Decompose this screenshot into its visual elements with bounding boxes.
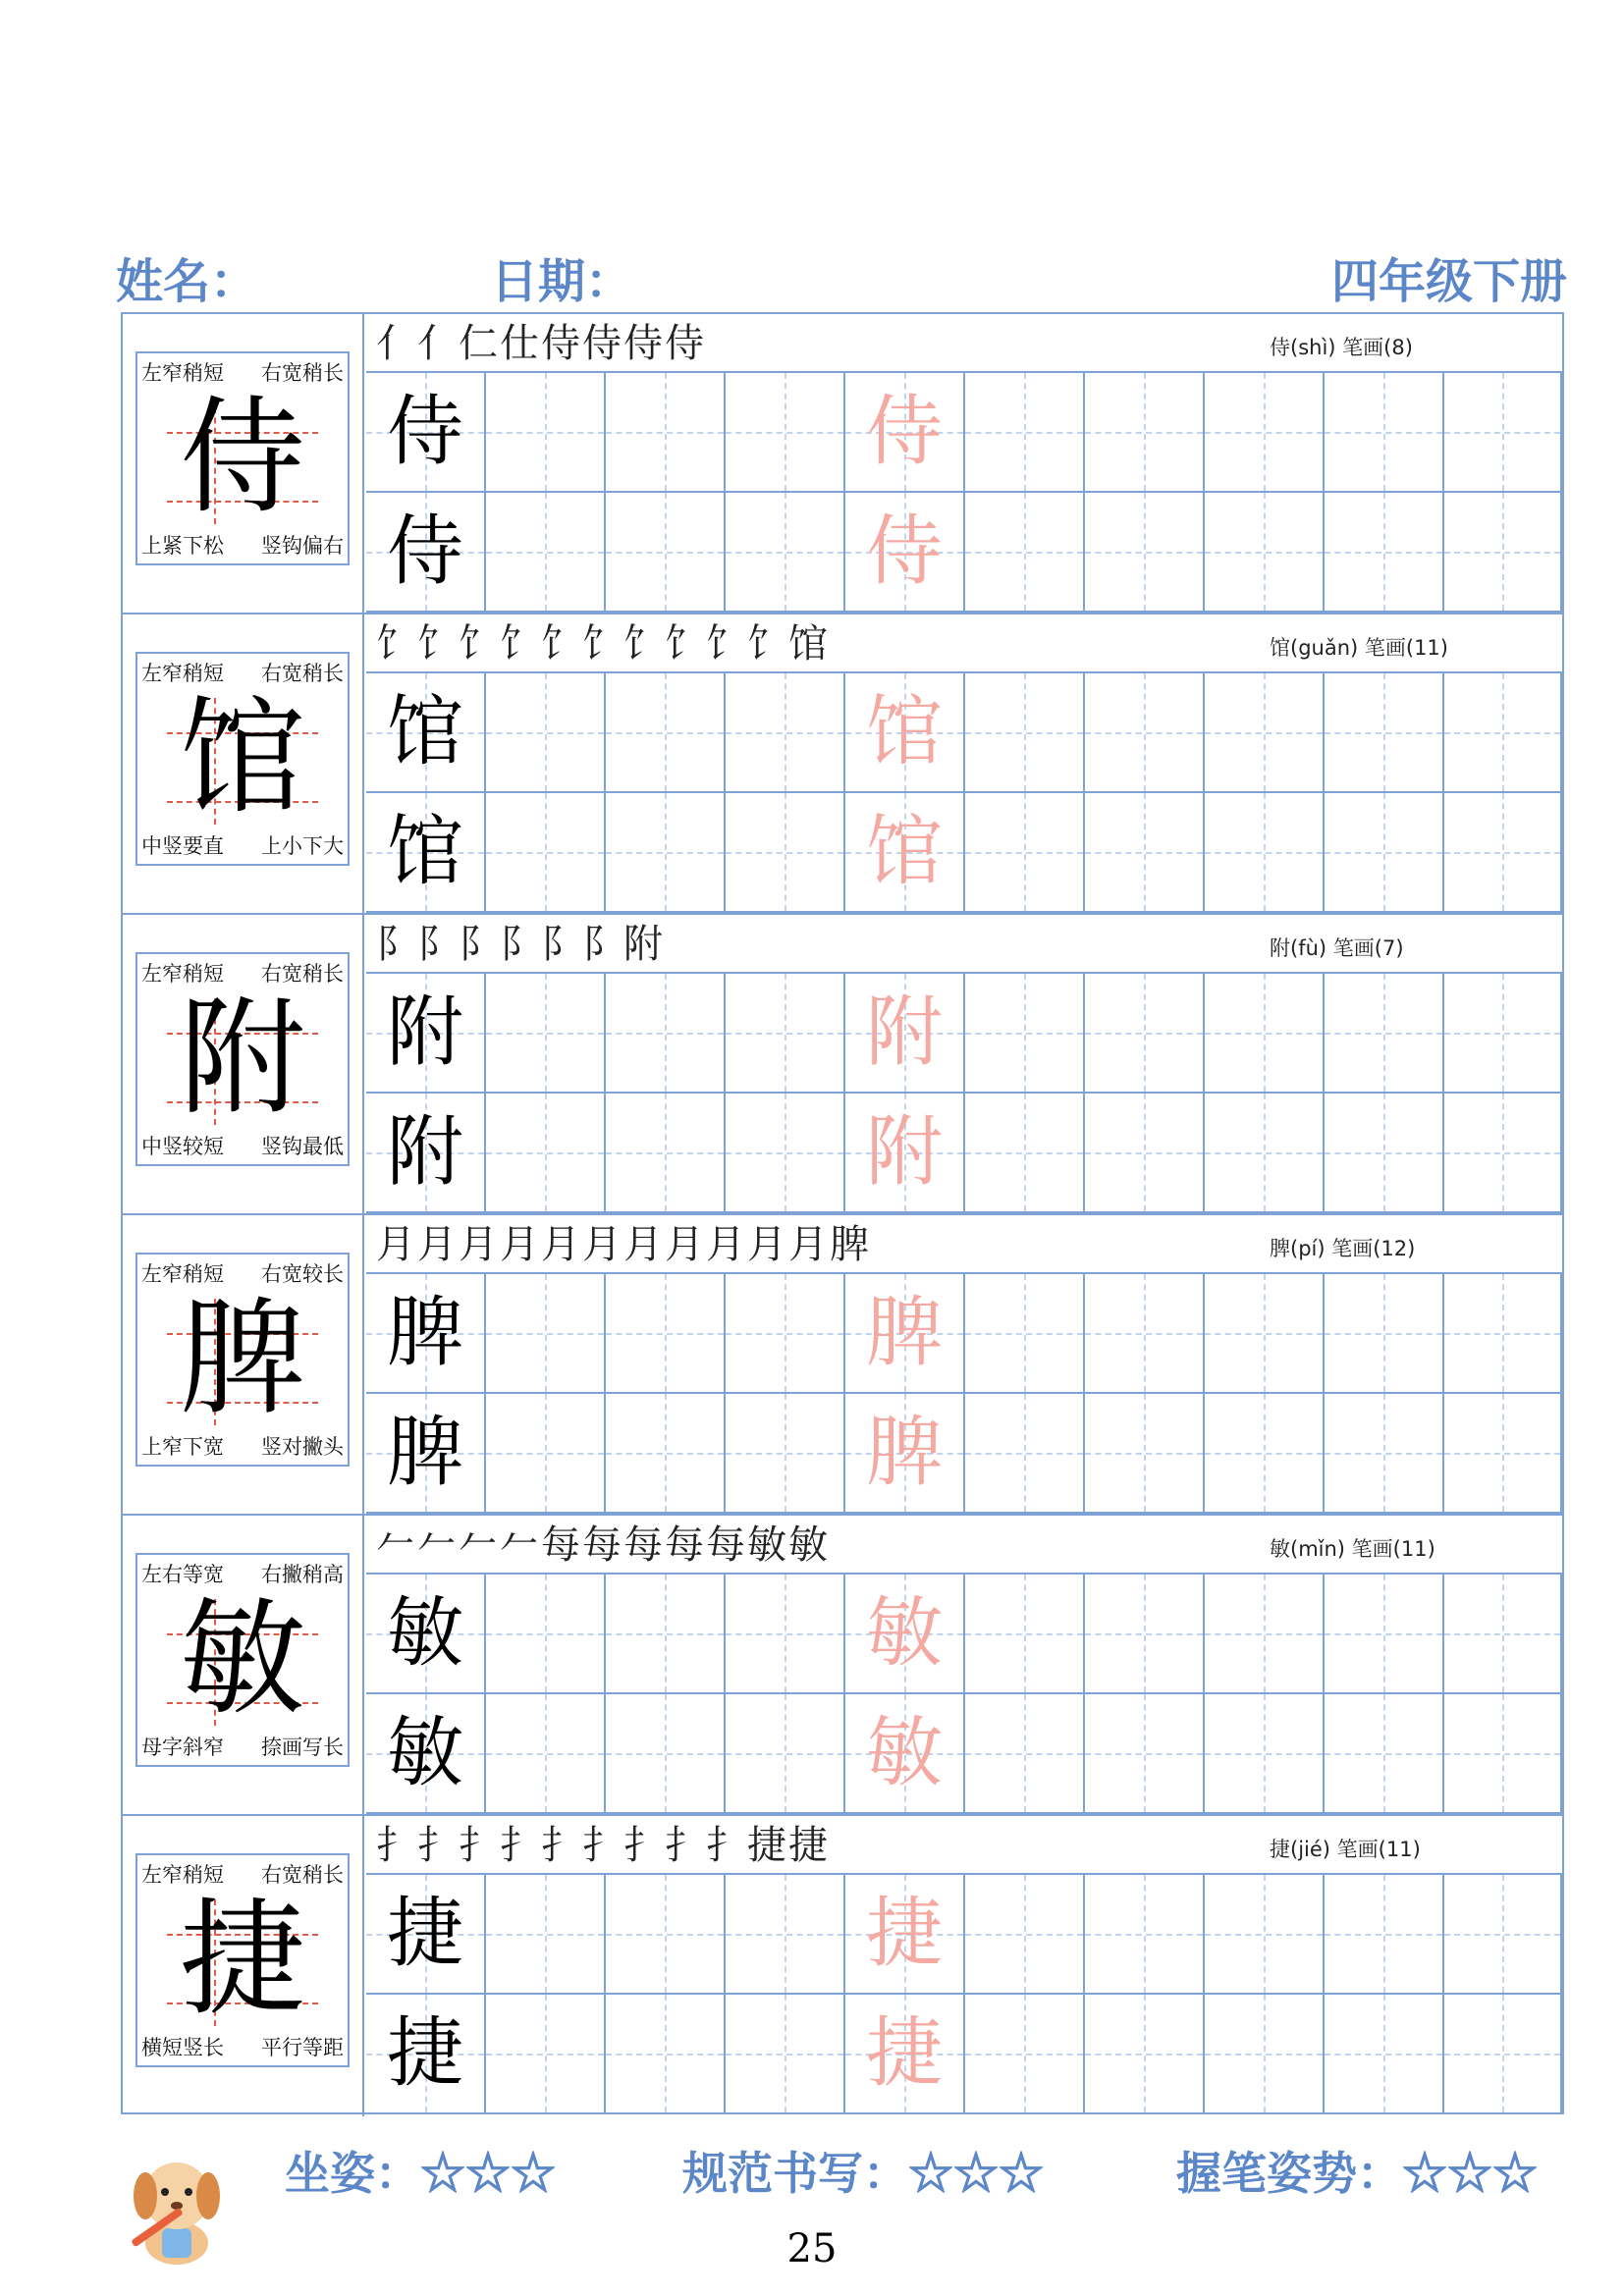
tian-grid-cell[interactable] — [1085, 673, 1205, 793]
example-character: 敏 — [386, 1589, 463, 1678]
stroke-sequence — [376, 320, 706, 367]
tian-grid-cell[interactable] — [1444, 373, 1562, 493]
tian-grid-cell[interactable] — [366, 1575, 486, 1694]
tian-grid-cell[interactable] — [1325, 673, 1444, 793]
tian-grid-cell[interactable] — [1325, 1094, 1444, 1213]
tian-grid-cell[interactable] — [726, 1694, 845, 1814]
stroke-step: 月 — [541, 1222, 582, 1267]
tian-grid-cell[interactable] — [1085, 373, 1205, 493]
model-character: 捷 — [179, 1887, 305, 2033]
tian-grid-cell[interactable] — [1205, 1575, 1325, 1694]
character-row — [123, 1516, 1562, 1816]
practice-grid — [366, 673, 1562, 913]
trace-character: 附 — [865, 988, 943, 1077]
tian-grid-cell[interactable] — [486, 793, 606, 913]
writing-tip: 横短竖长 — [141, 2036, 224, 2059]
tian-grid-cell[interactable] — [366, 974, 486, 1094]
example-character: 脾 — [386, 1289, 463, 1377]
tian-grid-cell[interactable] — [486, 493, 606, 613]
practice-sheet — [121, 312, 1564, 2114]
tian-grid-cell[interactable] — [606, 793, 726, 913]
example-character: 捷 — [386, 2009, 463, 2098]
model-card — [135, 1253, 350, 1467]
trace-character: 侍 — [865, 507, 943, 596]
tian-grid-cell[interactable] — [965, 1274, 1085, 1394]
tian-grid-cell[interactable] — [965, 1094, 1085, 1213]
tian-grid-cell[interactable] — [1085, 1694, 1205, 1814]
example-character: 侍 — [386, 507, 463, 596]
tian-grid-cell[interactable] — [845, 1094, 965, 1213]
model-character: 侍 — [179, 385, 305, 531]
writing-tip: 左窄稍短 — [141, 962, 224, 986]
tian-grid-cell[interactable] — [606, 1875, 726, 1995]
tian-grid-cell[interactable] — [1325, 1274, 1444, 1394]
practice-grid — [366, 974, 1562, 1213]
tian-grid-cell[interactable] — [845, 373, 965, 493]
writing-tip: 竖钩最低 — [261, 1135, 344, 1158]
trace-character: 脾 — [865, 1409, 943, 1497]
stroke-order-bar — [366, 314, 1562, 373]
tian-grid-cell[interactable] — [1205, 1394, 1325, 1514]
model-panel — [123, 1215, 364, 1514]
tian-grid-cell[interactable] — [726, 1575, 845, 1694]
writing-tip: 中竖较短 — [141, 1135, 224, 1158]
tian-grid-cell[interactable] — [965, 1875, 1085, 1995]
stroke-step: 扌 — [623, 1823, 665, 1868]
tian-grid-cell[interactable] — [965, 1995, 1085, 2114]
tian-grid-cell[interactable] — [1325, 493, 1444, 613]
tian-grid-cell[interactable] — [1205, 1274, 1325, 1394]
tian-grid-cell[interactable] — [366, 1694, 486, 1814]
model-character: 脾 — [179, 1286, 305, 1432]
stroke-step: 月 — [665, 1222, 706, 1267]
stroke-step: 每 — [541, 1522, 582, 1568]
tian-grid-cell[interactable] — [1205, 1875, 1325, 1995]
example-character: 敏 — [386, 1709, 463, 1797]
tian-grid-cell[interactable] — [366, 673, 486, 793]
sitting-stars[interactable]: ☆☆☆ — [420, 2147, 556, 2200]
model-card — [135, 351, 350, 565]
tian-grid-cell[interactable] — [1444, 1094, 1562, 1213]
stroke-step: 饣 — [665, 621, 706, 667]
writing-tip: 右宽较长 — [261, 1262, 344, 1286]
example-character: 捷 — [386, 1890, 463, 1978]
stroke-step: 月 — [706, 1222, 747, 1267]
writing-tip: 左窄稍短 — [141, 1262, 224, 1286]
tian-grid-cell[interactable] — [845, 1575, 965, 1694]
stroke-step: 饣 — [459, 621, 500, 667]
practice-grid — [366, 1575, 1562, 1814]
stroke-step: 每 — [582, 1522, 623, 1568]
tian-grid-cell[interactable] — [726, 373, 845, 493]
model-panel — [123, 1816, 364, 2116]
tian-grid-cell[interactable] — [726, 1995, 845, 2114]
tian-grid-cell[interactable] — [1444, 673, 1562, 793]
trace-character: 敏 — [865, 1589, 943, 1678]
stroke-step: 阝 — [541, 922, 582, 967]
tian-grid-cell[interactable] — [845, 493, 965, 613]
writing-tip: 平行等距 — [261, 2036, 344, 2059]
grip-rating — [1176, 2138, 1538, 2203]
tian-grid-cell[interactable] — [1444, 793, 1562, 913]
tian-grid-cell[interactable] — [1085, 1575, 1205, 1694]
tian-grid-cell[interactable] — [1205, 493, 1325, 613]
practice-grid — [366, 1274, 1562, 1514]
grip-stars[interactable]: ☆☆☆ — [1402, 2147, 1538, 2200]
character-row — [123, 1816, 1562, 2116]
pinyin-stroke-count: 附(fù) 笔画(7) — [1270, 936, 1404, 960]
stroke-step: 敏 — [747, 1522, 788, 1568]
stroke-step: 饣 — [376, 621, 417, 667]
grade-label: 四年级下册 — [1330, 254, 1567, 309]
tian-grid-cell[interactable] — [726, 793, 845, 913]
character-row — [123, 915, 1562, 1215]
tian-grid-cell[interactable] — [606, 974, 726, 1094]
stroke-order-bar — [366, 614, 1562, 673]
sitting-label: 坐姿： — [285, 2147, 420, 2200]
writing-tip: 上小下大 — [261, 834, 344, 858]
stroke-step: 阝 — [500, 922, 541, 967]
stroke-step: 饣 — [747, 621, 788, 667]
stroke-step: 扌 — [459, 1823, 500, 1868]
example-character: 附 — [386, 988, 463, 1077]
stroke-step: 阝 — [376, 922, 417, 967]
stroke-sequence — [376, 921, 665, 968]
trace-character: 附 — [865, 1108, 943, 1197]
pinyin-stroke-count: 侍(shì) 笔画(8) — [1270, 336, 1413, 359]
stroke-step: 月 — [417, 1222, 459, 1267]
tian-grid-cell[interactable] — [1444, 1394, 1562, 1514]
model-card — [135, 1553, 350, 1767]
example-character: 馆 — [386, 808, 463, 896]
trace-character: 侍 — [865, 388, 943, 476]
writing-stars[interactable]: ☆☆☆ — [908, 2147, 1044, 2200]
tian-grid-cell[interactable] — [965, 1394, 1085, 1514]
tian-grid-cell[interactable] — [1444, 1575, 1562, 1694]
tian-grid-cell[interactable] — [1325, 793, 1444, 913]
stroke-step: 饣 — [582, 621, 623, 667]
stroke-step: 每 — [706, 1522, 747, 1568]
date-label: 日期： — [491, 254, 633, 309]
tian-grid-cell[interactable] — [845, 1274, 965, 1394]
tian-grid-cell[interactable] — [1325, 373, 1444, 493]
tian-grid-cell[interactable] — [845, 1394, 965, 1514]
tian-grid-cell[interactable] — [366, 493, 486, 613]
stroke-step: 𠂉 — [417, 1522, 459, 1568]
model-character: 敏 — [179, 1586, 305, 1733]
pinyin-stroke-count: 脾(pí) 笔画(12) — [1270, 1237, 1416, 1260]
stroke-step: 饣 — [500, 621, 541, 667]
character-row — [123, 614, 1562, 915]
stroke-step: 月 — [623, 1222, 665, 1267]
stroke-step: 𠂉 — [376, 1522, 417, 1568]
tian-grid-cell[interactable] — [845, 1995, 965, 2114]
stroke-step: 侍 — [623, 321, 665, 366]
tian-grid-cell[interactable] — [965, 793, 1085, 913]
tian-grid-cell[interactable] — [366, 793, 486, 913]
stroke-step: 月 — [500, 1222, 541, 1267]
tian-grid-cell[interactable] — [1444, 1995, 1562, 2114]
tian-grid-cell[interactable] — [1325, 1694, 1444, 1814]
stroke-order-bar — [366, 1215, 1562, 1274]
stroke-step: 侍 — [582, 321, 623, 366]
trace-character: 馆 — [865, 688, 943, 776]
tian-grid-cell[interactable] — [1325, 1995, 1444, 2114]
model-card — [135, 652, 350, 866]
sitting-rating — [285, 2138, 556, 2203]
tian-grid-cell[interactable] — [366, 1995, 486, 2114]
tian-grid-cell[interactable] — [726, 673, 845, 793]
name-label: 姓名： — [116, 254, 258, 309]
stroke-step: 脾 — [830, 1222, 871, 1267]
stroke-step: 扌 — [376, 1823, 417, 1868]
tian-grid-cell[interactable] — [1205, 1694, 1325, 1814]
stroke-step: 侍 — [665, 321, 706, 366]
pinyin-stroke-count: 馆(guǎn) 笔画(11) — [1270, 636, 1448, 660]
stroke-order-bar — [366, 1516, 1562, 1575]
model-panel — [123, 614, 364, 913]
tian-grid-cell[interactable] — [845, 974, 965, 1094]
writing-tip: 母字斜窄 — [141, 1735, 224, 1759]
writing-tip: 竖钩偏右 — [261, 534, 344, 558]
tian-grid-cell[interactable] — [606, 1995, 726, 2114]
model-card — [135, 952, 350, 1166]
writing-tip: 中竖要直 — [141, 834, 224, 858]
stroke-sequence — [376, 1822, 830, 1869]
tian-grid-cell[interactable] — [965, 673, 1085, 793]
tian-grid-cell[interactable] — [845, 673, 965, 793]
writing-tip: 左窄稍短 — [141, 1863, 224, 1887]
stroke-step: 扌 — [665, 1823, 706, 1868]
tian-grid-cell[interactable] — [1205, 673, 1325, 793]
practice-grid — [366, 373, 1562, 613]
writing-tip: 上紧下松 — [141, 534, 224, 558]
tian-grid-cell[interactable] — [1085, 1274, 1205, 1394]
model-character: 附 — [179, 986, 305, 1132]
model-character: 馆 — [179, 685, 305, 831]
tian-grid-cell[interactable] — [1205, 974, 1325, 1094]
stroke-order-bar — [366, 915, 1562, 974]
example-character: 脾 — [386, 1409, 463, 1497]
tian-grid-cell[interactable] — [486, 1274, 606, 1394]
tian-grid-cell[interactable] — [1085, 1094, 1205, 1213]
grip-label: 握笔姿势： — [1176, 2147, 1402, 2200]
tian-grid-cell[interactable] — [1444, 1274, 1562, 1394]
writing-tip: 上窄下宽 — [141, 1435, 224, 1459]
tian-grid-cell[interactable] — [1444, 974, 1562, 1094]
tian-grid-cell[interactable] — [965, 373, 1085, 493]
stroke-step: 阝 — [582, 922, 623, 967]
tian-grid-cell[interactable] — [726, 1094, 845, 1213]
tian-grid-cell[interactable] — [1444, 1875, 1562, 1995]
tian-grid-cell[interactable] — [1325, 1394, 1444, 1514]
tian-grid-cell[interactable] — [486, 1575, 606, 1694]
trace-character: 敏 — [865, 1709, 943, 1797]
writing-tip: 左窄稍短 — [141, 662, 224, 685]
stroke-step: 扌 — [582, 1823, 623, 1868]
stroke-step: 亻 — [417, 321, 459, 366]
writing-tip: 右宽稍长 — [261, 962, 344, 986]
tian-grid-cell[interactable] — [726, 493, 845, 613]
stroke-order-bar — [366, 1816, 1562, 1875]
stroke-step: 捷 — [788, 1823, 830, 1868]
tian-grid-cell[interactable] — [1444, 493, 1562, 613]
tian-grid-cell[interactable] — [1205, 1094, 1325, 1213]
stroke-step: 饣 — [623, 621, 665, 667]
stroke-step: 馆 — [788, 621, 830, 667]
tian-grid-cell[interactable] — [1085, 1394, 1205, 1514]
stroke-step: 月 — [459, 1222, 500, 1267]
tian-grid-cell[interactable] — [1325, 974, 1444, 1094]
writing-label: 规范书写： — [682, 2147, 908, 2200]
tian-grid-cell[interactable] — [486, 673, 606, 793]
tian-grid-cell[interactable] — [726, 974, 845, 1094]
tian-grid-cell[interactable] — [1085, 1875, 1205, 1995]
stroke-step: 扌 — [500, 1823, 541, 1868]
stroke-step: 侍 — [541, 321, 582, 366]
tian-grid-cell[interactable] — [486, 1694, 606, 1814]
trace-character: 捷 — [865, 2009, 943, 2098]
model-panel — [123, 915, 364, 1213]
tian-grid-cell[interactable] — [726, 1875, 845, 1995]
pinyin-stroke-count: 敏(mǐn) 笔画(11) — [1270, 1537, 1435, 1561]
tian-grid-cell[interactable] — [1444, 1694, 1562, 1814]
tian-grid-cell[interactable] — [366, 1274, 486, 1394]
stroke-step: 饣 — [417, 621, 459, 667]
writing-tip: 右宽稍长 — [261, 1863, 344, 1887]
tian-grid-cell[interactable] — [1085, 493, 1205, 613]
character-row — [123, 1215, 1562, 1516]
stroke-step: 阝 — [459, 922, 500, 967]
tian-grid-cell[interactable] — [486, 974, 606, 1094]
tian-grid-cell[interactable] — [606, 1575, 726, 1694]
page-number: 25 — [786, 2226, 838, 2271]
stroke-step: 月 — [747, 1222, 788, 1267]
tian-grid-cell[interactable] — [606, 1274, 726, 1394]
writing-tip: 竖对撇头 — [261, 1435, 344, 1459]
tian-grid-cell[interactable] — [1325, 1875, 1444, 1995]
tian-grid-cell[interactable] — [486, 1875, 606, 1995]
tian-grid-cell[interactable] — [1325, 1575, 1444, 1694]
stroke-step: 附 — [623, 922, 665, 967]
stroke-step: 仕 — [500, 321, 541, 366]
tian-grid-cell[interactable] — [965, 1575, 1085, 1694]
tian-grid-cell[interactable] — [1085, 793, 1205, 913]
tian-grid-cell[interactable] — [486, 1094, 606, 1213]
tian-grid-cell[interactable] — [606, 673, 726, 793]
stroke-step: 扌 — [541, 1823, 582, 1868]
practice-grid — [366, 1875, 1562, 2114]
writing-tip: 右撇稍高 — [261, 1563, 344, 1586]
trace-character: 捷 — [865, 1890, 943, 1978]
stroke-step: 饣 — [706, 621, 747, 667]
tian-grid-cell[interactable] — [845, 1694, 965, 1814]
stroke-step: 𠂉 — [459, 1522, 500, 1568]
tian-grid-cell[interactable] — [606, 493, 726, 613]
tian-grid-cell[interactable] — [1205, 373, 1325, 493]
stroke-sequence — [376, 1221, 871, 1268]
tian-grid-cell[interactable] — [366, 373, 486, 493]
stroke-step: 捷 — [747, 1823, 788, 1868]
trace-character: 脾 — [865, 1289, 943, 1377]
stroke-step: 每 — [623, 1522, 665, 1568]
writing-rating — [682, 2138, 1044, 2203]
writing-tip: 右宽稍长 — [261, 361, 344, 385]
stroke-step: 敏 — [788, 1522, 830, 1568]
tian-grid-cell[interactable] — [486, 1995, 606, 2114]
tian-grid-cell[interactable] — [1205, 793, 1325, 913]
tian-grid-cell[interactable] — [486, 373, 606, 493]
stroke-sequence — [376, 620, 830, 667]
tian-grid-cell[interactable] — [486, 1394, 606, 1514]
writing-tip: 右宽稍长 — [261, 662, 344, 685]
tian-grid-cell[interactable] — [366, 1094, 486, 1213]
tian-grid-cell[interactable] — [366, 1875, 486, 1995]
pinyin-stroke-count: 捷(jié) 笔画(11) — [1270, 1838, 1421, 1861]
stroke-step: 阝 — [417, 922, 459, 967]
character-row — [123, 314, 1562, 614]
stroke-step: 每 — [665, 1522, 706, 1568]
example-character: 侍 — [386, 388, 463, 476]
tian-grid-cell[interactable] — [1085, 1995, 1205, 2114]
tian-grid-cell[interactable] — [606, 1394, 726, 1514]
stroke-sequence — [376, 1522, 830, 1569]
tian-grid-cell[interactable] — [965, 1694, 1085, 1814]
tian-grid-cell[interactable] — [845, 793, 965, 913]
example-character: 馆 — [386, 688, 463, 776]
tian-grid-cell[interactable] — [726, 1274, 845, 1394]
stroke-step: 月 — [582, 1222, 623, 1267]
writing-tip: 捺画写长 — [261, 1735, 344, 1759]
stroke-step: 饣 — [541, 621, 582, 667]
tian-grid-cell[interactable] — [1085, 974, 1205, 1094]
tian-grid-cell[interactable] — [1205, 1995, 1325, 2114]
tian-grid-cell[interactable] — [606, 1694, 726, 1814]
model-panel — [123, 314, 364, 613]
trace-character: 馆 — [865, 808, 943, 896]
writing-tip: 左右等宽 — [141, 1563, 224, 1586]
tian-grid-cell[interactable] — [726, 1394, 845, 1514]
tian-grid-cell[interactable] — [965, 974, 1085, 1094]
stroke-step: 月 — [788, 1222, 830, 1267]
model-panel — [123, 1516, 364, 1814]
tian-grid-cell[interactable] — [606, 1094, 726, 1213]
stroke-step: 𠂉 — [500, 1522, 541, 1568]
example-character: 附 — [386, 1108, 463, 1197]
stroke-step: 月 — [376, 1222, 417, 1267]
tian-grid-cell[interactable] — [965, 493, 1085, 613]
stroke-step: 扌 — [417, 1823, 459, 1868]
model-card — [135, 1853, 350, 2067]
stroke-step: 扌 — [706, 1823, 747, 1868]
writing-tip: 左窄稍短 — [141, 361, 224, 385]
tian-grid-cell[interactable] — [845, 1875, 965, 1995]
stroke-step: 亻 — [376, 321, 417, 366]
tian-grid-cell[interactable] — [366, 1394, 486, 1514]
stroke-step: 仁 — [459, 321, 500, 366]
tian-grid-cell[interactable] — [606, 373, 726, 493]
